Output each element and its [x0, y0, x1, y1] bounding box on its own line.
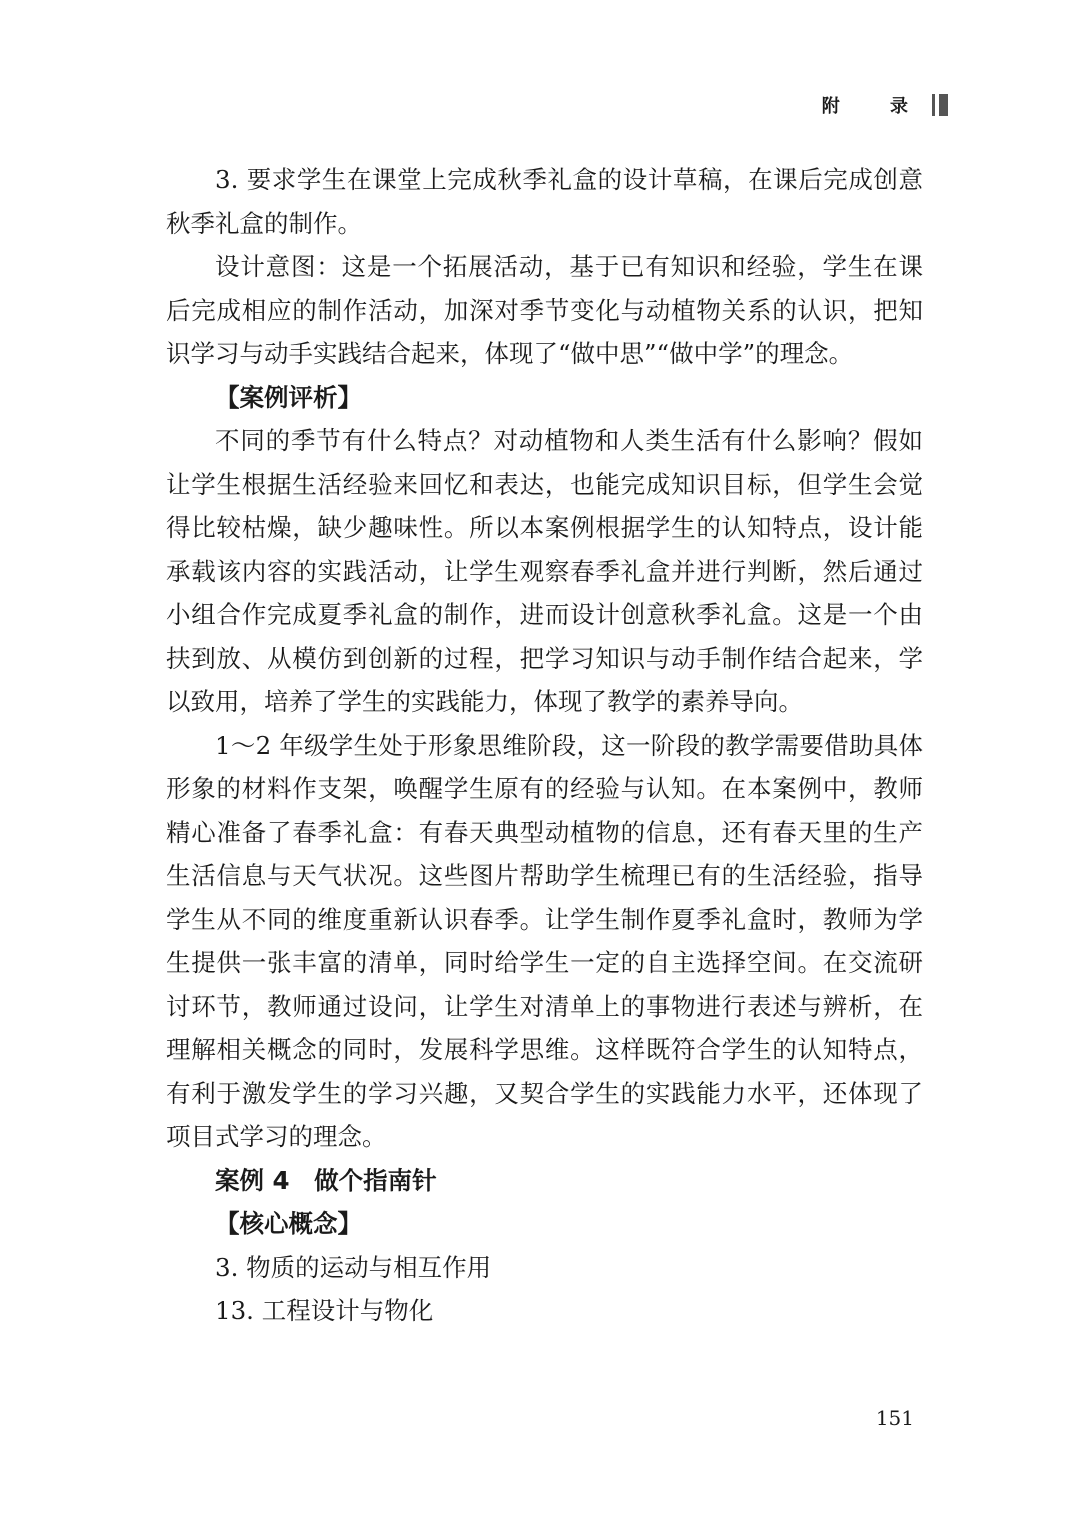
paragraph-design-intent: 设计意图：这是一个拓展活动，基于已有知识和经验，学生在课后完成相应的制作活动，加深对季节变化与动植物关系的认识，把知识学习与动手实践结合起来，体现了“做中思”“做中学”的理念。	[166, 252, 923, 368]
analysis-paragraph-1: 不同的季节有什么特点？对动植物和人类生活有什么影响？假如让学生根据生活经验来回忆和表达，也能完成知识目标，但学生会觉得比较枯燥，缺少趣味性。所以本案例根据学生的认知特点，设计能承载该内容的实践活动，让学生观察春季礼盒并进行判断，然后通过小组合作完成夏季礼盒的制作，进而设计创意秋季礼盒。这是一个由扶到放、从模仿到创新的过程，把学习知识与动手制作结合起来，学以致用，培养了学生的实践能力，体现了教学的素养导向。	[166, 426, 923, 716]
page-number: 151	[875, 1406, 914, 1430]
case-title: 案例 4 做个指南针	[215, 1165, 437, 1195]
header-bars-icon	[932, 94, 948, 116]
section-label: 附 录	[821, 96, 930, 117]
running-header	[822, 92, 948, 118]
core-concept-item-1: 3. 物质的运动与相互作用	[215, 1252, 492, 1282]
core-concept-heading: 【核心概念】	[215, 1209, 362, 1238]
analysis-paragraph-2: 1～2 年级学生处于形象思维阶段，这一阶段的教学需要借助具体形象的材料作支架，唤醒学生原有的经验与认知。在本案例中，教师精心准备了春季礼盒：有春天典型动植物的信息，还有春天里的生产生活信息与天气状况。这些图片帮助学生梳理已有的生活经验，指导学生从不同的维度重新认识春季。让学生制作夏季礼盒时，教师为学生提供一张丰富的清单，同时给学生一定的自主选择空间。在交流研讨环节，教师通过设问，让学生对清单上的事物进行表述与辨析，在理解相关概念的同时，发展科学思维。这样既符合学生的认知特点，有利于激发学生的学习兴趣，又契合学生的实践能力水平，还体现了项目式学习的理念。	[166, 730, 923, 1151]
analysis-heading: 【案例评析】	[215, 382, 362, 412]
page-body	[166, 158, 923, 1333]
core-concept-item-2: 13. 工程设计与物化	[215, 1296, 434, 1325]
paragraph-step-3: 3. 要求学生在课堂上完成秋季礼盒的设计草稿，在课后完成创意秋季礼盒的制作。	[166, 165, 923, 238]
